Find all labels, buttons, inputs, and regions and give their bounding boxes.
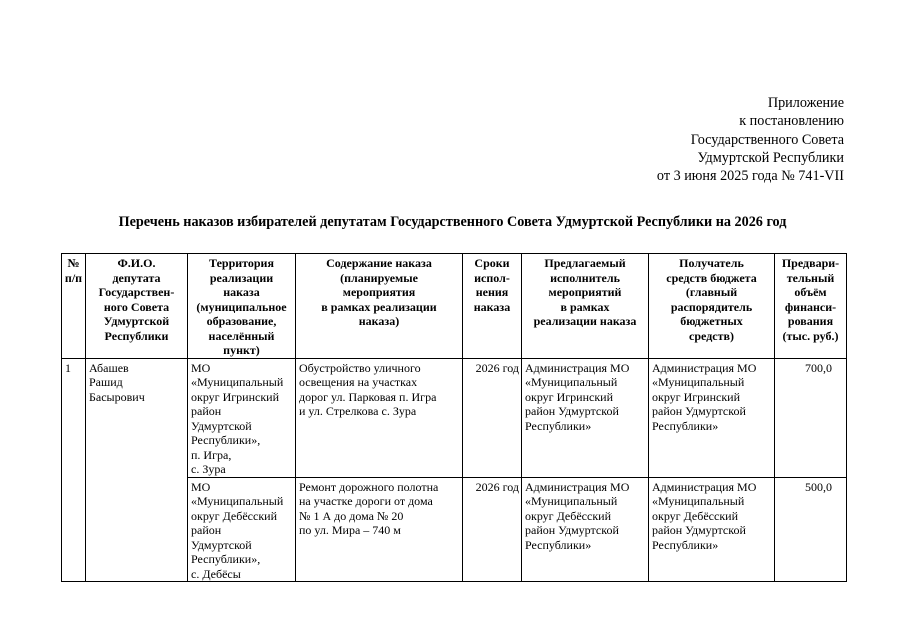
header-line: наказа) [358,314,400,328]
header-line: Ф.И.О. [117,256,156,270]
cell-line: п. Игра, [191,447,232,462]
deputy-name-cell [86,358,188,582]
cell-line: Рашид [89,375,123,389]
appendix-line: Государственного Совета [690,131,844,148]
territory-cell [188,477,296,582]
cell-line: округ Игринский [525,389,614,404]
header-term [463,254,522,359]
header-line: в рамках реализации [321,299,437,314]
amount-cell: 500,0 [775,477,847,582]
header-line: населённый [208,328,275,343]
recipient-cell [649,358,775,477]
header-amount [775,254,847,359]
header-line: наказа [223,285,260,299]
cell-line: «Муниципальный [652,494,745,508]
header-line: образование, [206,314,277,328]
cell-line: округ Дебёсский [652,508,739,523]
header-line: (муниципальное [196,299,287,314]
cell-line: дорог ул. Парковая п. Игра [299,389,437,404]
cell-line: «Муниципальный [525,375,618,389]
cell-line: район Удмуртской [652,523,746,537]
cell-line: МО [191,360,211,375]
cell-line: Республики» [652,418,719,433]
header-line: № [67,256,80,270]
cell-line: округ Дебёсский [191,508,278,523]
cell-line: Администрация МО [652,360,757,375]
content-cell [296,358,463,477]
cell-line: «Муниципальный [191,375,284,389]
amount-cell: 700,0 [775,358,847,477]
cell-line: с. Дебёсы [191,566,241,581]
header-line: распорядитель [670,299,753,314]
cell-line: и ул. Стрелкова с. Зура [299,404,417,418]
header-line: нения [475,285,509,299]
header-line: (тыс. руб.) [782,328,839,343]
header-line: исполнитель [550,270,620,285]
header-line: рования [787,314,834,328]
header-executor [522,254,649,359]
territory-cell [188,358,296,477]
cell-line: округ Игринский [191,389,280,404]
header-line: бюджетных [680,314,743,328]
term-cell: 2026 год [463,477,522,582]
cell-line: Ремонт дорожного полотна [299,479,439,494]
header-line: в рамках [560,299,610,314]
header-number [62,254,86,359]
header-line: мероприятия [342,285,416,299]
cell-line: Администрация МО [525,479,630,494]
cell-line: Республики», [191,433,261,447]
cell-line: Басырович [89,389,145,404]
header-content [296,254,463,359]
header-line: испол- [474,270,510,285]
header-line: Содержание наказа [326,256,432,270]
table-row [62,358,847,477]
cell-line: МО [191,479,211,494]
header-line: Государствен- [98,285,175,299]
orders-table [61,253,847,582]
cell-line: район Удмуртской [525,523,619,537]
header-recipient [649,254,775,359]
header-line: реализации наказа [533,314,637,328]
header-line: пункт) [223,343,260,357]
cell-line: Республики» [525,537,592,552]
term-cell: 2026 год [463,358,522,477]
cell-line: Удмуртской [191,537,252,552]
header-line: Предлагаемый [544,256,626,270]
cell-line: Администрация МО [525,360,630,375]
cell-line: Удмуртской [191,418,252,433]
appendix-line: от 3 июня 2025 года № 741-VII [656,168,844,185]
cell-line: район Удмуртской [525,404,619,418]
header-line: средств) [689,328,734,343]
header-line: Предвари- [781,256,840,270]
header-line: объём [794,285,827,299]
header-line: Республики [104,328,169,343]
header-line: (главный [685,285,738,299]
cell-line: Администрация МО [652,479,757,494]
header-line: средств бюджета [666,270,757,285]
header-line: реализации [209,270,274,285]
header-territory [188,254,296,359]
header-line: ного Совета [103,299,170,314]
header-line: мероприятий [548,285,622,299]
appendix-line: к постановлению [739,113,844,130]
header-line: Получатель [679,256,744,270]
cell-line: Абашев [89,360,129,375]
cell-line: на участке дороги от дома [299,494,433,508]
cell-line: Республики» [652,537,719,552]
executor-cell [522,358,649,477]
cell-line: округ Дебёсский [525,508,612,523]
cell-line: Республики» [525,418,592,433]
header-line: Территория [209,256,274,270]
cell-line: «Муниципальный [191,494,284,508]
cell-line: освещения на участках [299,375,418,389]
header-line: Удмуртской [103,314,170,328]
cell-line: Республики», [191,552,261,566]
header-line: депутата [112,270,161,285]
appendix-block [657,94,844,185]
row-number-cell: 1 [62,358,86,582]
table-header-row [62,254,847,359]
cell-line: «Муниципальный [652,375,745,389]
document-title: Перечень наказов избирателей депутатам Государственного Совета Удмуртской Республики на 2026 год [118,214,787,230]
header-deputy-name [86,254,188,359]
header-line: Сроки [474,256,510,270]
cell-line: район [191,404,222,418]
cell-line: Обустройство уличного [299,360,421,375]
cell-line: район Удмуртской [652,404,746,418]
header-line: тельный [786,270,835,285]
appendix-line: Удмуртской Республики [697,149,844,166]
cell-line: по ул. Мира – 740 м [299,523,401,537]
cell-line: с. Зура [191,462,226,476]
header-line: финанси- [784,299,837,314]
appendix-line: Приложение [767,95,844,111]
cell-line: округ Игринский [652,389,741,404]
executor-cell [522,477,649,582]
cell-line: «Муниципальный [525,494,618,508]
cell-line: № 1 А до дома № 20 [299,508,404,523]
content-cell [296,477,463,582]
header-line: наказа [473,299,511,314]
table-body [62,358,847,582]
header-line: (планируемые [340,270,418,285]
recipient-cell [649,477,775,582]
cell-line: район [191,523,222,537]
header-line: п/п [64,270,83,285]
